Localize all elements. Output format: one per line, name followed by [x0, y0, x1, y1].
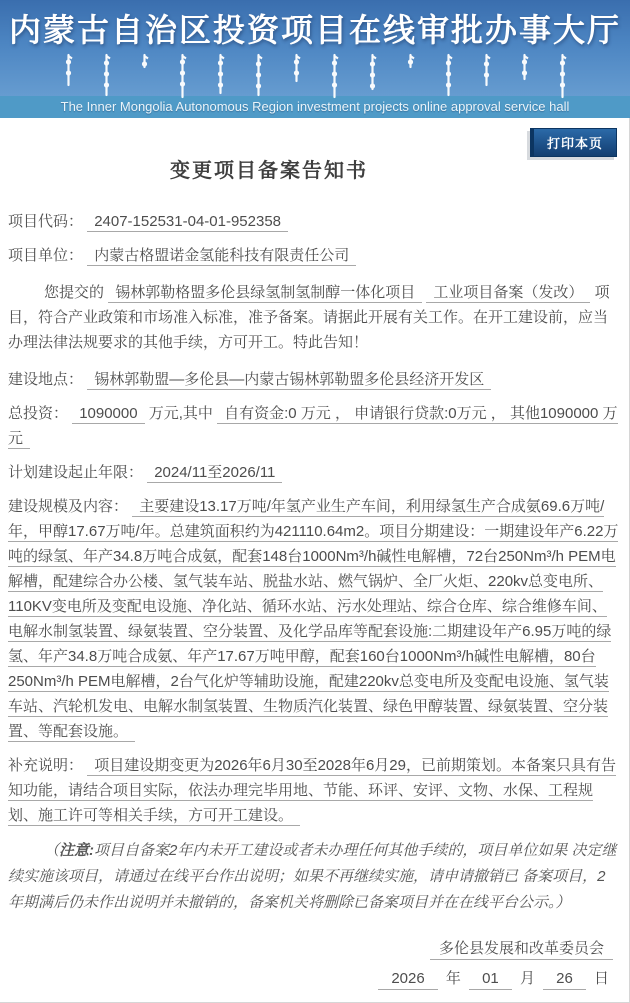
intro-suffix: 项目，符合产业政策和市场准入标准，准予备案。请据此开展有关工作。在开工建设前，应当办理法律法规要求的其他手续，方可开工。特此告知！	[8, 284, 610, 351]
notice-paragraph	[8, 838, 619, 916]
location-value: 锡林郭勒盟—多伦县—内蒙古锡林郭勒盟多伦县经济开发区	[87, 371, 491, 390]
period-label: 计划建设起止年限：	[8, 464, 144, 481]
project-code-label: 项目代码：	[8, 213, 84, 230]
authority-name: 多伦县发展和改革委员会	[430, 940, 613, 960]
authority-row	[8, 934, 613, 964]
project-unit-row	[8, 243, 619, 268]
date-month: 01	[469, 970, 512, 990]
investment-total: 1090000	[72, 405, 144, 424]
project-code-row	[8, 209, 619, 234]
date-year: 2026	[378, 970, 437, 990]
print-page-button[interactable]: 打印本页	[530, 128, 617, 157]
location-label: 建设地点：	[8, 371, 84, 388]
notice-text: 项目自备案2年内未开工建设或者未办理任何其他手续的，项目单位如果 决定继续实施该项目，请通过在线平台作出说明；如果不再继续实施，请申请撤销已 备案项目，2年期满后仍未作出说明并未撤销的，备案机关将删除已备案项目并在在线平台公示。）	[8, 842, 617, 911]
intro-record-type: 工业项目备案（发改）	[426, 284, 590, 303]
scale-value: 主要建设13.17万吨/年氢产业生产车间，利用绿氢生产合成氨69.6万吨/年，甲醇17.67万吨/年。总建筑面积约为421110.64m2。项目分期建设：一期建设年产6.22万吨的绿氢、年产34.8万吨合成氨，配套148台1000Nm³/h碱性电解槽，72台250Nm³/h PEM电解槽，配建综合办公楼、氢气装车站、脱盐水站、燃气锅炉、全厂火炬、220kv总变电所、110KV变电所及变配电设施、净化站、循环水站、污水处理站、综合仓库、综合维修车间、电解水制氢装置、绿氨装置、空分装置、及化学品库等配套设施:二期建设年产6.95万吨的绿氢、年产34.8万吨合成氨、年产17.67万吨甲醇，配套160台1000Nm³/h碱性电解槽，80台250Nm³/h PEM电解槽，2台气化炉等辅助设施，配建220kv总变电所及变配电设施、氢气装车站、汽轮机发电、电解水制氢装置、生物质汽化装置、绿色甲醇装置、绿氨装置、空分装置、等配套设施。	[8, 498, 619, 740]
document-footer	[8, 934, 619, 994]
date-day-label: 日	[593, 970, 609, 987]
site-header	[0, 0, 630, 96]
document-body	[0, 118, 630, 1003]
date-year-label: 年	[445, 970, 461, 987]
supplement-value: 项目建设期变更为2026年6月30至2028年6月29，已前期策划。本备案只具有告知功能，请结合项目实际，依法办理完毕用地、节能、环评、安评、文物、水保、工程规划、施工许可等相关手续，方可开工建设。	[8, 757, 616, 824]
supplement-label: 补充说明：	[8, 757, 84, 774]
notice-open-paren: （	[44, 842, 60, 859]
investment-label: 总投资：	[8, 405, 69, 422]
project-unit-value: 内蒙古格盟诺金氢能科技有限责任公司	[87, 247, 356, 266]
scale-row	[8, 494, 619, 744]
investment-detail: 自有资金:0 万元 ， 申请银行贷款:0万元 ， 其他1090000 万元	[8, 405, 618, 447]
intro-paragraph	[8, 280, 619, 355]
notice-bold-label: 注意:	[59, 842, 95, 859]
site-title-en: The Inner Mongolia Autonomous Region investment projects online approval service hall	[0, 96, 630, 118]
date-row	[8, 964, 613, 994]
scale-label: 建设规模及内容：	[8, 498, 129, 515]
investment-middle: 万元,其中	[148, 405, 213, 422]
project-code-value: 2407-152531-04-01-952358	[87, 213, 288, 232]
investment-row	[8, 401, 619, 451]
period-value: 2024/11至2026/11	[147, 464, 282, 483]
project-unit-label: 项目单位：	[8, 247, 84, 264]
site-title-cn: 内蒙古自治区投资项目在线审批办事大厅	[8, 12, 621, 48]
date-month-label: 月	[519, 970, 535, 987]
document-title: 变更项目备案告知书	[169, 160, 368, 182]
intro-project-name: 锡林郭勒格盟多伦县绿氢制氢制醇一体化项目	[108, 284, 422, 303]
location-row	[8, 367, 619, 392]
supplement-row	[8, 753, 619, 828]
date-day: 26	[543, 970, 586, 990]
intro-prefix: 您提交的	[44, 284, 105, 301]
period-row	[8, 460, 619, 485]
